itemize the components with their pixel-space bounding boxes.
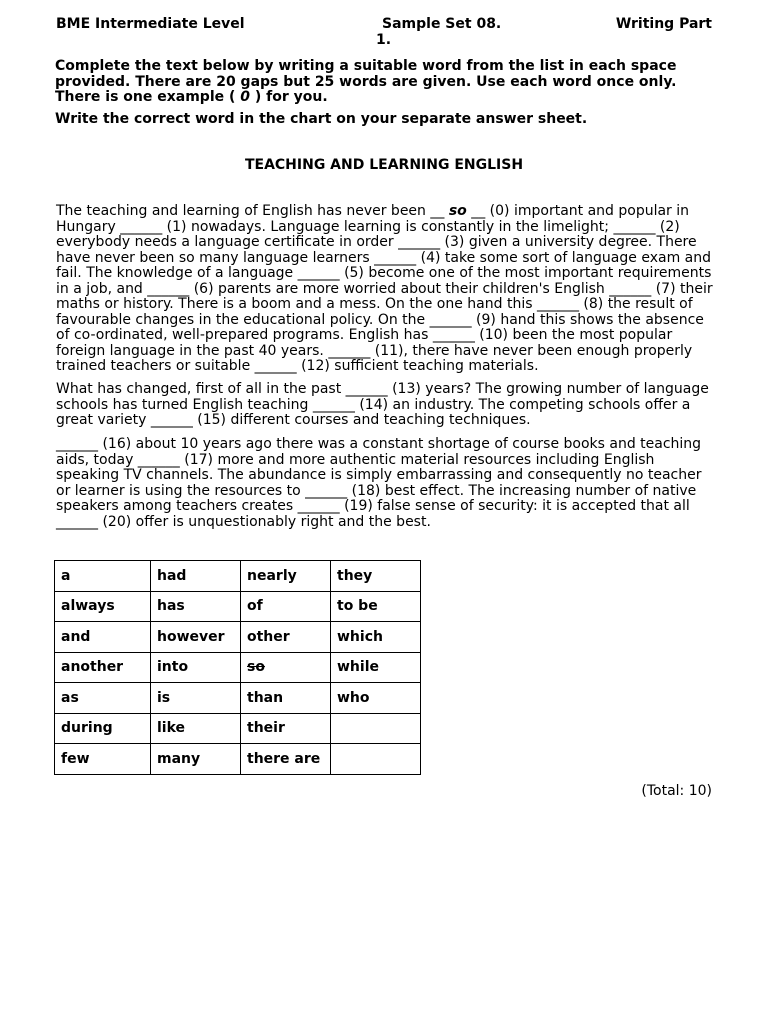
- text-paragraph-3: ______ (16) about 10 years ago there was a constant shortage of course books and teaching aids, today ______ (17) more and more authentic material resources including English speaking TV channels. The abundance is simply embarrassing and consequently no teacher or learner is using the resources to ______ (18) best effect. The increasing number of native speakers among teachers creates ______ (19) false sense of security: it is accepted that all ______ (20) offer is unquestionably right and the best.: [56, 436, 702, 530]
- answer-sheet-instruction: Write the correct word in the chart on your separate answer sheet.: [55, 111, 588, 127]
- example-word: so: [448, 203, 467, 219]
- word-table-row: [55, 652, 421, 683]
- word-cell: they: [331, 561, 421, 592]
- header-level: BME Intermediate Level: [56, 16, 245, 32]
- word-table-row: [55, 713, 421, 744]
- word-list-table: [54, 560, 421, 775]
- word-cell: so: [241, 652, 331, 683]
- word-table-row: [55, 683, 421, 714]
- paragraph-1-rest: __ (0) important and popular in Hungary ______ (1) nowadays. Language learning is constantly in the limelight; ______ (2) everybody needs a language certificate in order ______ (3) given a university degree. There have never been so many language learners ______ (4) take some sort of language exam and fail. The knowledge of a language ______ (5) become one of the most important requirements in a job, and ______ (6) parents are more worried about their children's English ______ (7) their maths or history. There is a boom and a mess. On the one hand this ______ (8) the result of favourable changes in the educational policy. On the ______ (9) hand this shows the absence of co-ordinated, well-prepared programs. English has ______ (10) been the most popular foreign language in the past 40 years. ______ (11), there have never been enough properly trained teachers or suitable ______ (12) sufficient teaching materials.: [56, 203, 713, 374]
- instruction-text-end: ) for you.: [254, 89, 328, 105]
- word-cell: to be: [331, 591, 421, 622]
- text-paragraph-1: [56, 204, 718, 375]
- word-cell: as: [55, 683, 151, 714]
- total-score: (Total: 10): [641, 783, 712, 799]
- word-cell: other: [241, 622, 331, 653]
- header-set-label: Sample Set 08.: [382, 16, 502, 32]
- word-cell: who: [331, 683, 421, 714]
- word-cell: however: [151, 622, 241, 653]
- text-paragraph-2: What has changed, first of all in the past ______ (13) years? The growing number of language schools has turned English teaching ______ (14) an industry. The competing schools offer a great variety ______ (15) different courses and teaching techniques.: [56, 381, 709, 428]
- word-cell: many: [151, 744, 241, 775]
- page-title: TEACHING AND LEARNING ENGLISH: [244, 157, 524, 173]
- word-cell: another: [55, 652, 151, 683]
- word-cell: during: [55, 713, 151, 744]
- word-cell: is: [151, 683, 241, 714]
- word-table-row: [55, 622, 421, 653]
- word-cell: than: [241, 683, 331, 714]
- word-cell: there are: [241, 744, 331, 775]
- example-marker: 0: [240, 89, 251, 105]
- word-cell: of: [241, 591, 331, 622]
- word-cell: had: [151, 561, 241, 592]
- instruction-paragraph: [55, 59, 715, 106]
- word-cell: [331, 713, 421, 744]
- word-cell: few: [55, 744, 151, 775]
- word-cell: always: [55, 591, 151, 622]
- word-table-row: [55, 591, 421, 622]
- word-cell: their: [241, 713, 331, 744]
- word-cell: [331, 744, 421, 775]
- header-part: Writing Part: [615, 16, 712, 32]
- word-cell: which: [331, 622, 421, 653]
- paragraph-1-start: The teaching and learning of English has never been __: [56, 203, 449, 219]
- word-cell: nearly: [241, 561, 331, 592]
- word-cell: into: [151, 652, 241, 683]
- word-cell: a: [55, 561, 151, 592]
- header-part-number: 1.: [376, 32, 392, 48]
- instruction-text: Complete the text below by writing a suitable word from the list in each space provided. There are 20 gaps but 25 words are given. Use each word once only. There is one example (: [55, 58, 677, 105]
- word-cell: has: [151, 591, 241, 622]
- word-table-row: [55, 561, 421, 592]
- word-cell: and: [55, 622, 151, 653]
- word-cell: while: [331, 652, 421, 683]
- header-set: [372, 16, 512, 48]
- word-table-row: [55, 744, 421, 775]
- word-cell: like: [151, 713, 241, 744]
